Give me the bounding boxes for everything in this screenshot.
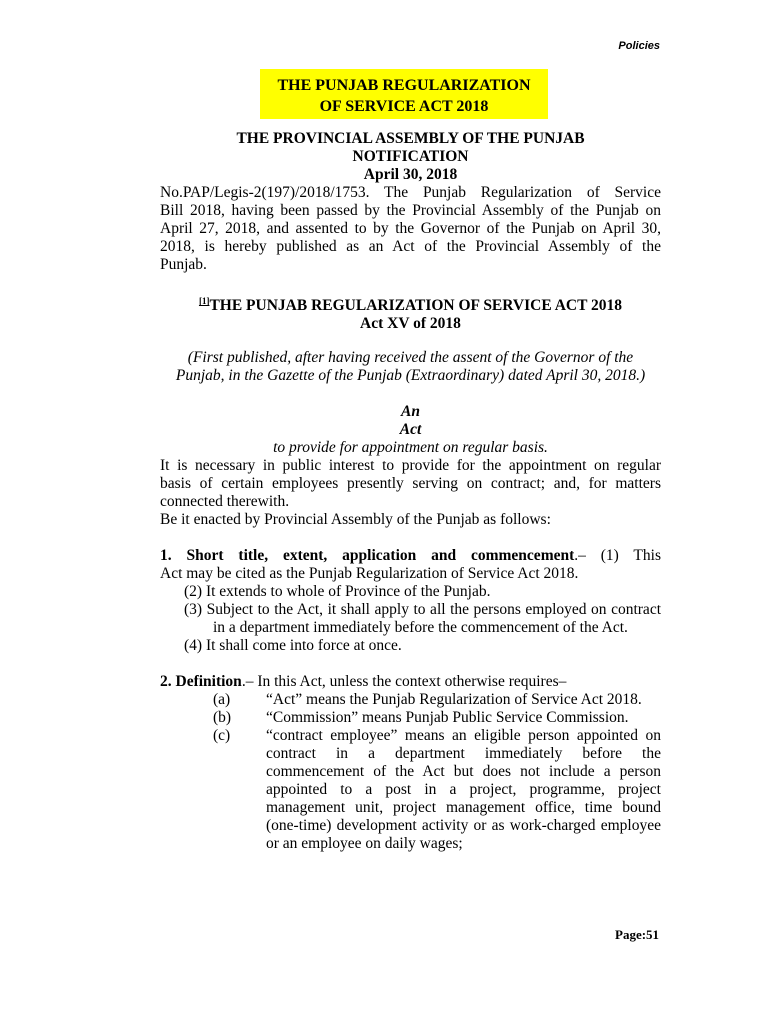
section-1-heading: 1. Short title, extent, application and commencement xyxy=(160,547,575,565)
definition-c xyxy=(213,727,661,853)
section-1-line-2: Act may be cited as the Punjab Regularization of Service Act 2018. xyxy=(160,565,579,583)
definition-text: “contract employee” means an eligible person appointed on contract in a department immediately before the commencement of the Act but does not include a person appointed to a post in a project, programme, project management unit, project management office, time bound (one-time) development activity or as work-charged employee or an employee on daily wages; xyxy=(266,727,661,853)
section-1-item: (3) Subject to the Act, it shall apply to all the persons employed on contract in a department immediately before the commencement of the Act. xyxy=(184,601,661,637)
notification-date: April 30, 2018 xyxy=(363,166,458,183)
enacting-clause: Be it enacted by Provincial Assembly of the Punjab as follows: xyxy=(160,511,551,529)
section-1-item: (2) It extends to whole of Province of the Punjab. xyxy=(184,583,491,601)
notification-heading: NOTIFICATION xyxy=(352,148,469,165)
published-note-1: (First published, after having received the assent of the Governor of the xyxy=(187,349,634,367)
act-word: Act xyxy=(399,421,422,439)
act-purpose: to provide for appointment on regular basis. xyxy=(273,439,548,457)
definition-b xyxy=(213,709,661,727)
notification-body xyxy=(160,184,661,274)
title-box xyxy=(260,69,548,119)
section-2-first-line xyxy=(160,673,661,691)
section-1-item: (4) It shall come into force at once. xyxy=(184,637,402,655)
preamble-line: basis of certain employees presently serving on contract; and, for matters xyxy=(160,475,661,493)
act-number: Act XV of 2018 xyxy=(360,315,461,333)
definition-text: “Act” means the Punjab Regularization of Service Act 2018. xyxy=(266,691,642,709)
preamble-line: connected therewith. xyxy=(160,493,290,511)
an-word: An xyxy=(401,403,420,421)
definition-label: (c) xyxy=(213,727,231,745)
definition-a xyxy=(213,691,661,709)
page-number: Page:51 xyxy=(615,927,660,942)
notification-line: No.PAP/Legis-2(197)/2018/1753. The Punjab Regularization of Service xyxy=(160,184,661,201)
section-2-intro: .– In this Act, unless the context otherwise requires– xyxy=(241,673,567,691)
notification-line: 2018, is hereby published as an Act of the Provincial Assembly of the xyxy=(160,238,661,255)
section-2-heading: 2. Definition xyxy=(160,673,242,691)
header-policies: Policies xyxy=(618,40,660,52)
title-line-1: THE PUNJAB REGULARIZATION xyxy=(277,77,531,94)
act-title-text: THE PUNJAB REGULARIZATION OF SERVICE ACT 2018 xyxy=(209,297,623,315)
definition-text: “Commission” means Punjab Public Service Commission. xyxy=(266,709,629,727)
title-line-2: OF SERVICE ACT 2018 xyxy=(319,98,489,115)
notification-line: Punjab. xyxy=(160,256,207,273)
section-1-tail: .– (1) This xyxy=(574,547,661,565)
definition-label: (b) xyxy=(213,709,232,727)
notification-line: Bill 2018, having been passed by the Provincial Assembly of the Punjab on xyxy=(160,202,661,219)
footnote-ref[interactable]: [1] xyxy=(198,296,210,306)
section-1-first-line xyxy=(160,547,661,565)
definition-label: (a) xyxy=(213,691,231,709)
preamble-line: It is necessary in public interest to provide for the appointment on regular xyxy=(160,457,661,475)
assembly-heading: THE PROVINCIAL ASSEMBLY OF THE PUNJAB xyxy=(236,130,585,147)
published-note-2: Punjab, in the Gazette of the Punjab (Extraordinary) dated April 30, 2018.) xyxy=(175,367,646,385)
act-title xyxy=(160,292,661,315)
document-body xyxy=(160,130,661,853)
notification-line: April 27, 2018, and assented to by the Governor of the Punjab on April 30, xyxy=(160,220,661,237)
